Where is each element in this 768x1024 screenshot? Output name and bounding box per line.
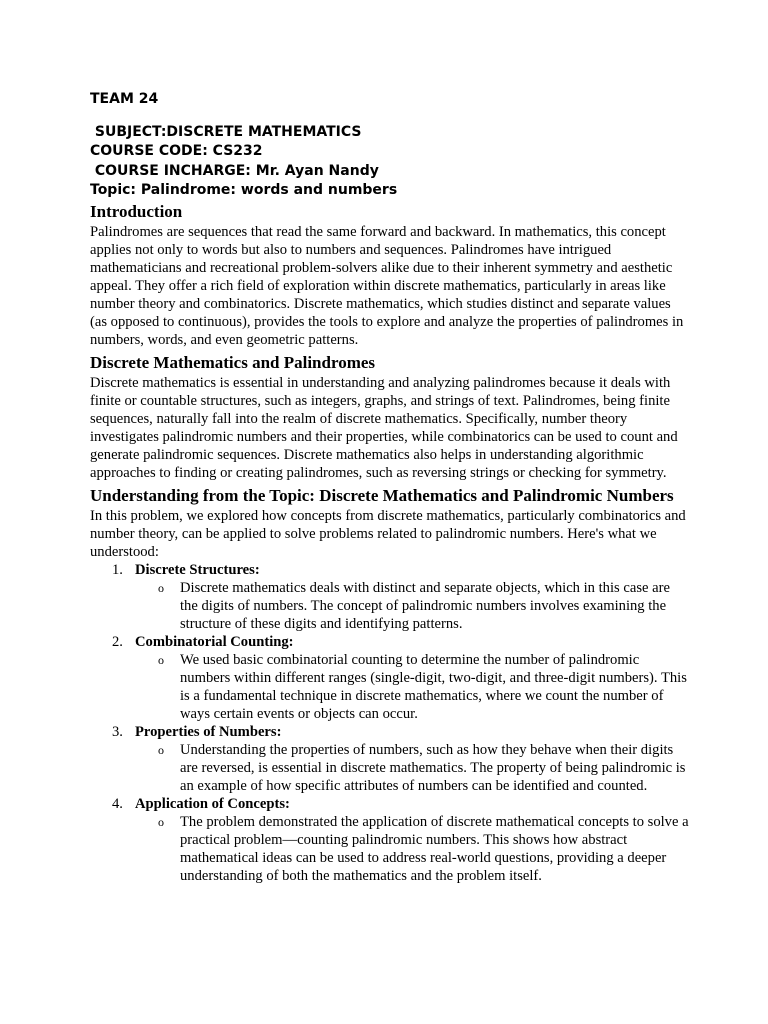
list-item	[90, 795, 690, 885]
list-item-title: Combinatorial Counting:	[135, 633, 294, 650]
understanding-heading: Understanding from the Topic: Discrete Mathematics and Palindromic Numbers	[90, 485, 674, 505]
concepts-list	[90, 561, 690, 885]
list-item	[90, 723, 690, 795]
document-body	[90, 201, 690, 885]
bullet-marker: o	[158, 652, 164, 667]
list-item-text: Discrete mathematics deals with distinct and separate objects, which in this case are the digits of numbers. The concept of palindromic numbers involves examining the structure of these digits and identifying patterns.	[180, 579, 670, 632]
understanding-paragraph: In this problem, we explored how concepts from discrete mathematics, particularly combinatorics and number theory, can be applied to solve problems related to palindromic numbers. Here's what we understood:	[90, 507, 686, 560]
document-header	[90, 90, 690, 201]
introduction-heading: Introduction	[90, 201, 183, 221]
subject-line: SUBJECT:DISCRETE MATHEMATICS	[90, 123, 362, 140]
bullet-marker: o	[158, 742, 164, 757]
list-item	[90, 561, 690, 633]
bullet-marker: o	[158, 814, 164, 829]
team-label: TEAM 24	[90, 91, 159, 107]
list-item-title: Properties of Numbers:	[135, 723, 282, 740]
list-item	[90, 633, 690, 723]
list-item-title: Discrete Structures:	[135, 561, 260, 578]
list-item-text: The problem demonstrated the application of discrete mathematical concepts to solve a practical problem—counting palindromic numbers. This shows how abstract mathematical ideas can be used to address real-world questions, providing a deeper understanding of both the mathematics and the problem itself.	[180, 813, 689, 884]
course-code-line: COURSE CODE: CS232	[90, 143, 263, 159]
list-item-number: 2.	[112, 633, 123, 650]
list-item-text: Understanding the properties of numbers, such as how they behave when their digits are reversed, is essential in discrete mathematics. The property of being palindromic is an example of how specific attributes of numbers can be identified and counted.	[180, 741, 686, 794]
discrete-paragraph: Discrete mathematics is essential in understanding and analyzing palindromes because it deals with finite or countable structures, such as integers, graphs, and strings of text. Palindromes, being finite sequences, naturally fall into the realm of discrete mathematics. Specifically, number theory investigates palindromic numbers and their properties, while combinatorics can be used to count and generate palindromic sequences. Discrete mathematics also helps in understanding algorithmic approaches to finding or creating palindromes, such as reversing strings or checking for symmetry.	[90, 374, 678, 481]
list-item-text: We used basic combinatorial counting to determine the number of palindromic numbers within different ranges (single-digit, two-digit, and three-digit numbers). This is a fundamental technique in discrete mathematics, where we count the number of ways certain events or objects can occur.	[180, 651, 687, 722]
document-content	[90, 90, 690, 885]
introduction-paragraph: Palindromes are sequences that read the same forward and backward. In mathematics, this concept applies not only to words but also to numbers and sequences. Palindromes have intrigued mathematicians and recreational problem-solvers alike due to their inherent symmetry and aesthetic appeal. They offer a rich field of exploration within discrete mathematics, particularly in areas like number theory and combinatorics. Discrete mathematics, which studies distinct and separate values (as opposed to continuous), provides the tools to explore and analyze the properties of palindromes in numbers, words, and even geometric patterns.	[90, 223, 684, 348]
course-incharge-line: COURSE INCHARGE: Mr. Ayan Nandy	[90, 162, 379, 179]
bullet-marker: o	[158, 580, 164, 595]
list-item-title: Application of Concepts:	[135, 795, 290, 812]
list-item-number: 3.	[112, 723, 123, 740]
list-item-number: 1.	[112, 561, 123, 578]
discrete-heading: Discrete Mathematics and Palindromes	[90, 352, 376, 372]
topic-line: Topic: Palindrome: words and numbers	[90, 182, 398, 198]
list-item-number: 4.	[112, 795, 123, 812]
